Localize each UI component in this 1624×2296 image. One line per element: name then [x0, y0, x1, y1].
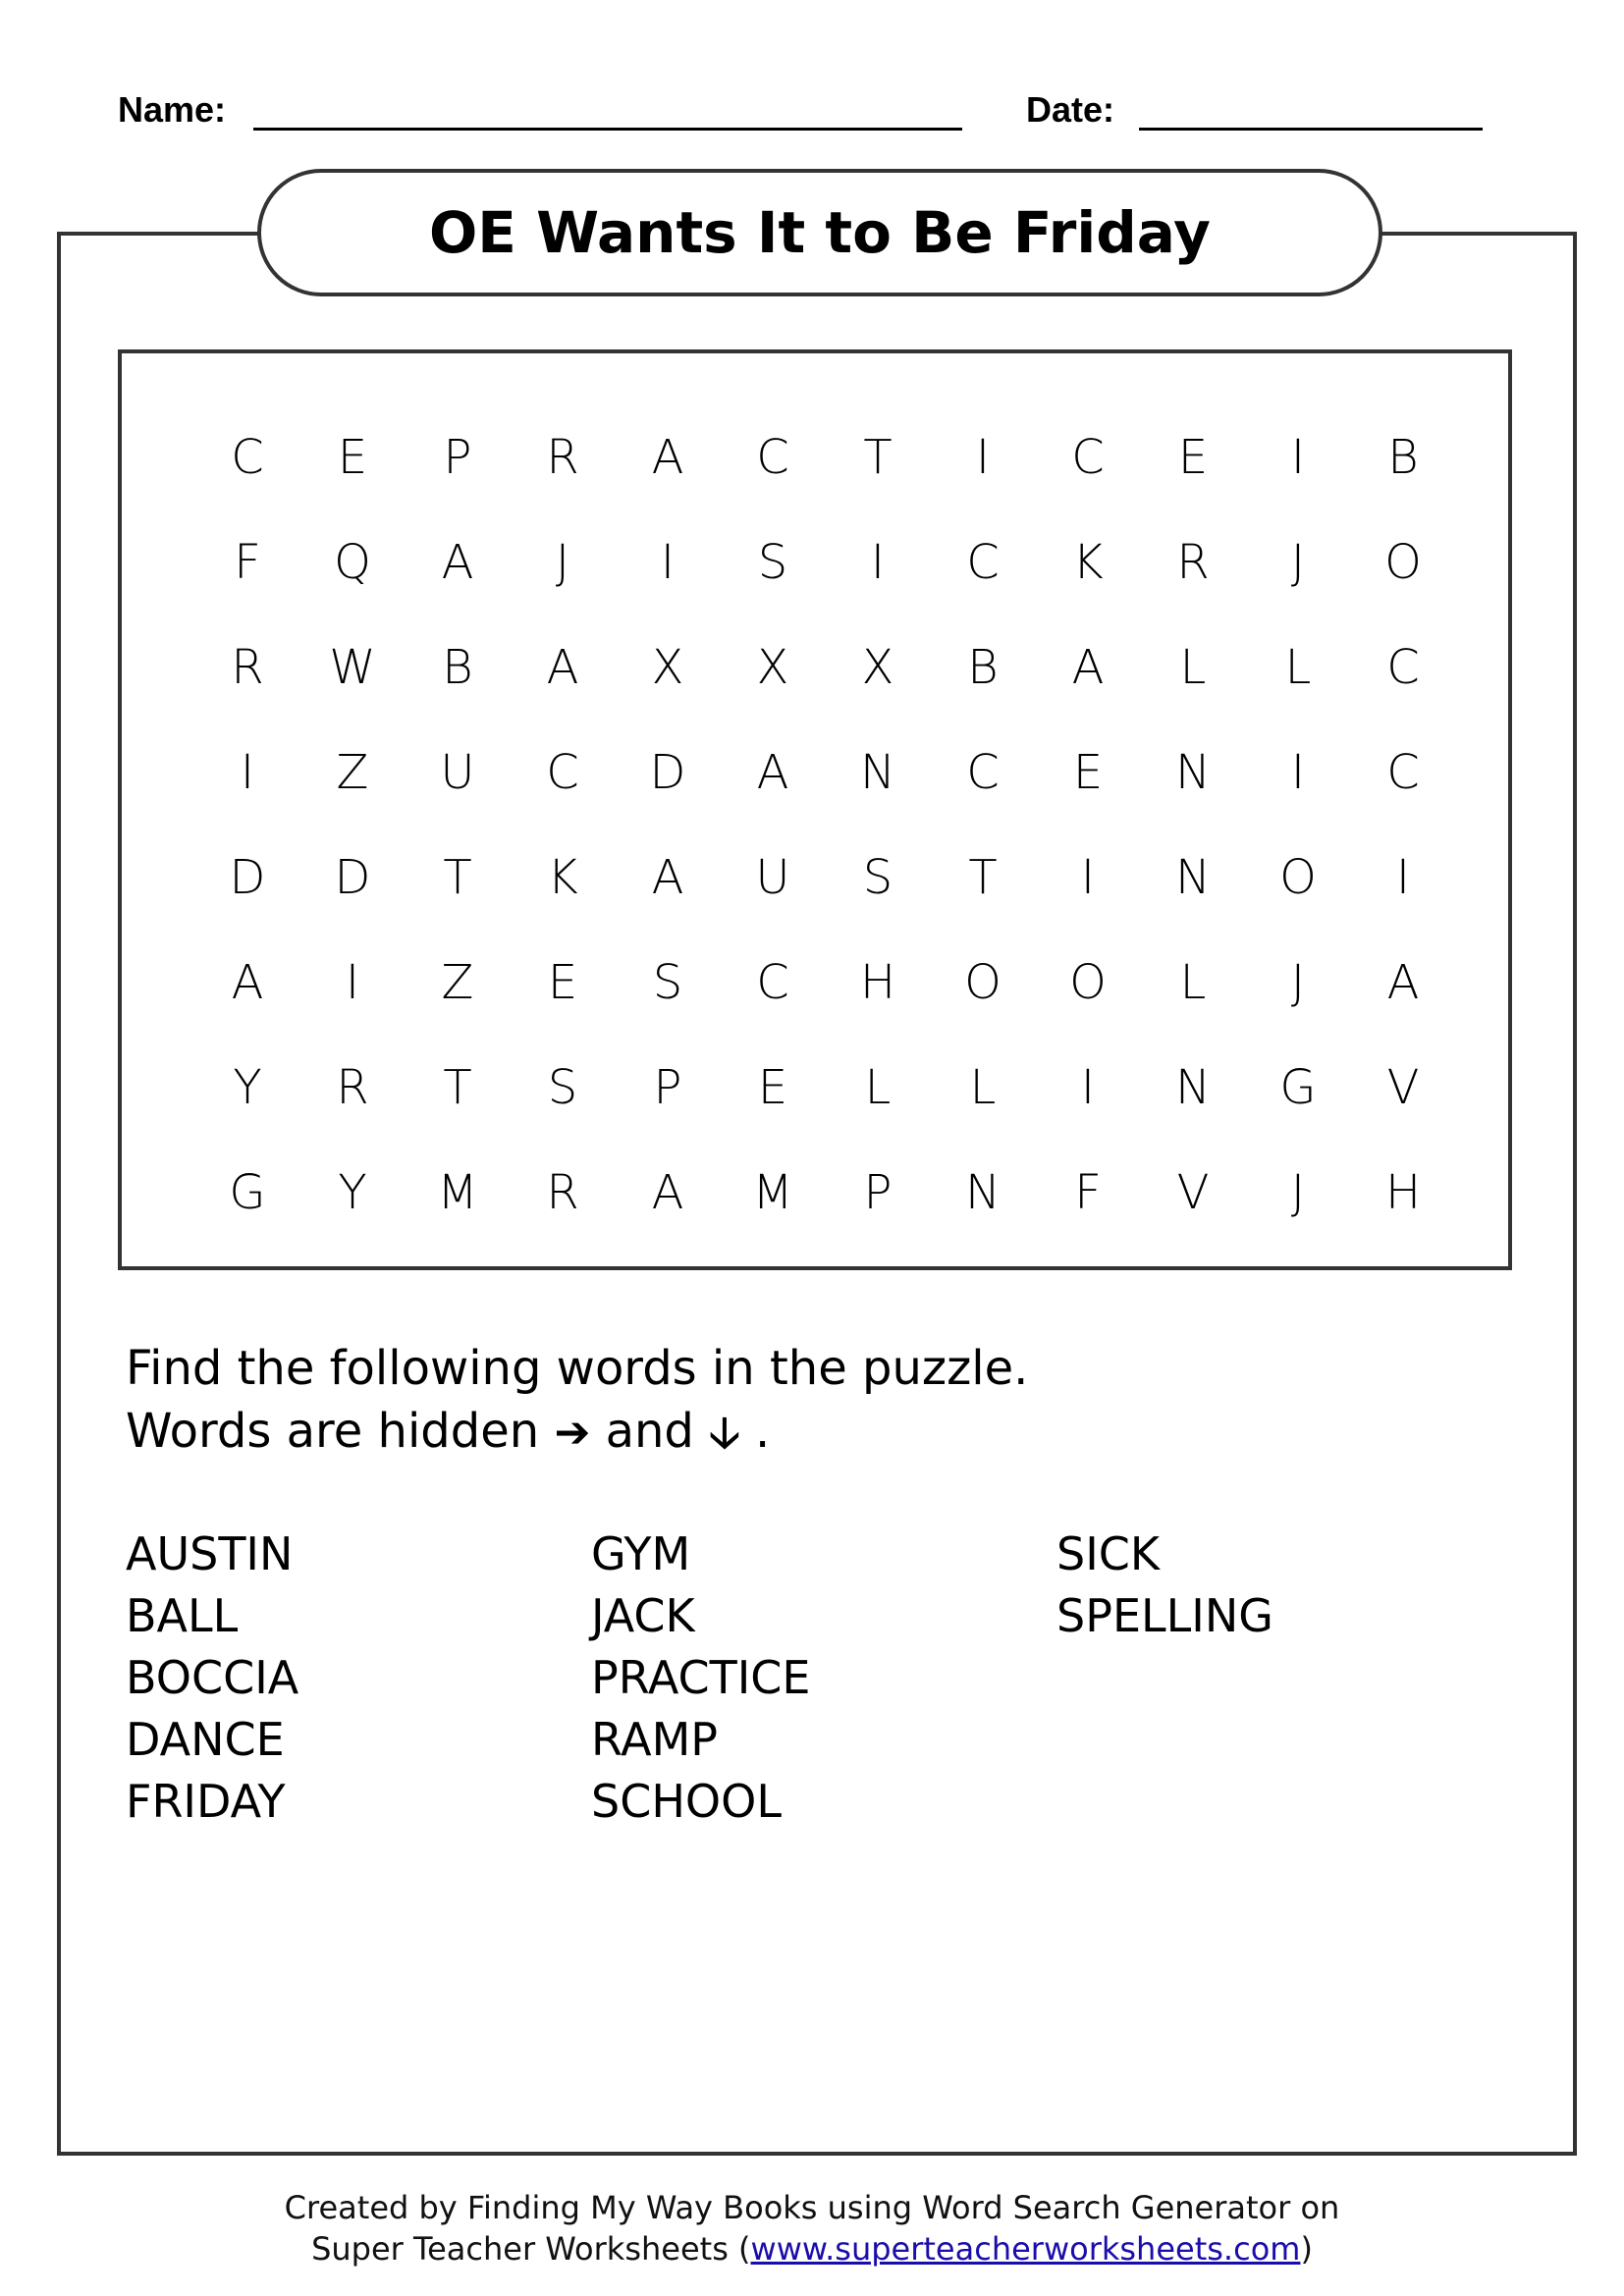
grid-letter[interactable]: Q	[334, 535, 371, 590]
word-list-item: JACK	[591, 1589, 695, 1642]
grid-letter[interactable]: L	[969, 1060, 997, 1115]
grid-letter[interactable]: P	[653, 1060, 682, 1115]
grid-letter[interactable]: N	[1175, 745, 1211, 800]
grid-letter[interactable]: C	[1386, 640, 1420, 695]
word-search-grid	[118, 349, 1512, 1270]
date-field-line[interactable]	[1139, 128, 1483, 131]
grid-letter[interactable]: I	[975, 430, 991, 485]
grid-letter[interactable]: L	[1179, 955, 1207, 1010]
grid-letter[interactable]: A	[1386, 955, 1420, 1010]
footer-credit	[0, 2187, 1624, 2269]
grid-letter[interactable]: Y	[233, 1060, 262, 1115]
grid-letter[interactable]: L	[1284, 640, 1312, 695]
word-list-column-2	[591, 1523, 810, 1833]
grid-letter[interactable]: G	[1279, 1060, 1317, 1115]
grid-letter[interactable]: H	[859, 955, 896, 1010]
grid-letter[interactable]: C	[546, 745, 579, 800]
grid-letter[interactable]: I	[1080, 850, 1096, 905]
grid-letter[interactable]: A	[1071, 640, 1105, 695]
grid-letter[interactable]: L	[864, 1060, 892, 1115]
grid-letter[interactable]: J	[1290, 535, 1306, 590]
grid-row	[122, 838, 1508, 917]
grid-letter[interactable]: V	[1176, 1165, 1210, 1220]
grid-letter[interactable]: W	[329, 640, 376, 695]
grid-letter[interactable]: X	[651, 640, 684, 695]
grid-letter[interactable]: A	[651, 1165, 684, 1220]
grid-row	[122, 628, 1508, 707]
grid-letter[interactable]: D	[649, 745, 686, 800]
grid-row	[122, 1048, 1508, 1127]
grid-letter[interactable]: C	[756, 430, 789, 485]
header-row	[118, 90, 1492, 139]
grid-letter[interactable]: C	[966, 745, 1000, 800]
word-list-column-3	[1056, 1523, 1273, 1647]
word-list-item: PRACTICE	[591, 1651, 811, 1704]
grid-row	[122, 733, 1508, 812]
word-list-item: BOCCIA	[126, 1651, 299, 1704]
grid-letter[interactable]: A	[651, 430, 684, 485]
instructions-hidden-text: Words are hidden	[126, 1404, 540, 1459]
name-field-line[interactable]	[253, 128, 962, 131]
grid-letter[interactable]: N	[965, 1165, 1001, 1220]
grid-letter[interactable]: I	[345, 955, 360, 1010]
arrow-right-icon: ➔	[554, 1408, 591, 1458]
grid-letter[interactable]: A	[546, 640, 579, 695]
instructions	[126, 1337, 1028, 1465]
grid-letter[interactable]: A	[441, 535, 474, 590]
grid-letter[interactable]: S	[652, 955, 683, 1010]
grid-letter[interactable]: E	[1177, 430, 1209, 485]
grid-letter[interactable]: D	[334, 850, 371, 905]
grid-letter[interactable]: O	[1384, 535, 1422, 590]
grid-letter[interactable]: A	[651, 850, 684, 905]
grid-letter[interactable]: E	[547, 955, 578, 1010]
grid-letter[interactable]: N	[1175, 1060, 1211, 1115]
arrow-down-icon: 🡣	[709, 1408, 740, 1458]
grid-letter[interactable]: J	[555, 535, 570, 590]
date-label: Date:	[1026, 89, 1115, 130]
footer-website-link[interactable]: www.superteacherworksheets.com	[750, 2230, 1301, 2268]
grid-letter[interactable]: H	[1384, 1165, 1422, 1220]
grid-letter[interactable]: T	[968, 850, 998, 905]
grid-letter[interactable]: N	[860, 745, 895, 800]
word-list-item: SCHOOL	[591, 1775, 782, 1828]
grid-letter[interactable]: K	[1072, 535, 1104, 590]
grid-letter[interactable]: A	[231, 955, 264, 1010]
grid-letter[interactable]: M	[437, 1165, 478, 1220]
grid-letter[interactable]: C	[1386, 745, 1420, 800]
word-list-item: DANCE	[126, 1713, 285, 1766]
grid-letter[interactable]: E	[1072, 745, 1104, 800]
grid-letter[interactable]: J	[1290, 955, 1306, 1010]
word-list-item: SPELLING	[1056, 1589, 1273, 1642]
grid-letter[interactable]: Z	[441, 955, 474, 1010]
instructions-and-text: and	[605, 1404, 694, 1459]
word-list-item: GYM	[591, 1527, 691, 1580]
grid-letter[interactable]: F	[1074, 1165, 1102, 1220]
grid-letter[interactable]: C	[231, 430, 264, 485]
grid-letter[interactable]: O	[1279, 850, 1317, 905]
grid-letter[interactable]: L	[1179, 640, 1207, 695]
grid-row	[122, 523, 1508, 602]
word-list-item: AUSTIN	[126, 1527, 294, 1580]
instructions-line-1: Find the following words in the puzzle.	[126, 1341, 1029, 1396]
grid-letter[interactable]: U	[440, 745, 475, 800]
grid-letter[interactable]: Z	[336, 745, 369, 800]
grid-letter[interactable]: P	[863, 1165, 893, 1220]
grid-row	[122, 418, 1508, 497]
grid-letter[interactable]: F	[234, 535, 261, 590]
grid-letter[interactable]: R	[1176, 535, 1210, 590]
grid-row	[122, 943, 1508, 1022]
grid-letter[interactable]: C	[756, 955, 789, 1010]
grid-letter[interactable]: I	[1290, 430, 1306, 485]
word-list-item: BALL	[126, 1589, 239, 1642]
grid-letter[interactable]: B	[442, 640, 473, 695]
word-list-column-1	[126, 1523, 298, 1833]
grid-letter[interactable]: T	[443, 850, 472, 905]
word-list-item: RAMP	[591, 1713, 718, 1766]
grid-letter[interactable]: S	[757, 535, 788, 590]
grid-letter[interactable]: I	[1395, 850, 1411, 905]
grid-letter[interactable]: O	[1069, 955, 1107, 1010]
grid-letter[interactable]: X	[861, 640, 894, 695]
grid-letter[interactable]: I	[1080, 1060, 1096, 1115]
grid-letter[interactable]: U	[755, 850, 790, 905]
grid-letter[interactable]: C	[1071, 430, 1105, 485]
grid-letter[interactable]: K	[547, 850, 578, 905]
grid-letter[interactable]: C	[966, 535, 1000, 590]
instructions-line-2	[126, 1400, 1028, 1465]
grid-letter[interactable]: A	[756, 745, 789, 800]
grid-letter[interactable]: I	[1290, 745, 1306, 800]
name-label: Name:	[118, 89, 227, 130]
grid-letter[interactable]: B	[1387, 430, 1419, 485]
grid-letter[interactable]: P	[443, 430, 472, 485]
grid-letter[interactable]: R	[336, 1060, 369, 1115]
word-list-item: FRIDAY	[126, 1775, 286, 1828]
title-banner	[257, 169, 1382, 296]
grid-letter[interactable]: R	[546, 1165, 579, 1220]
grid-letter[interactable]: E	[337, 430, 368, 485]
grid-letter[interactable]: B	[967, 640, 999, 695]
grid-letter[interactable]: I	[870, 535, 886, 590]
grid-letter[interactable]: T	[863, 430, 893, 485]
footer-line-1: Created by Finding My Way Books using Word Search Generator on	[284, 2189, 1340, 2226]
grid-letter[interactable]: I	[660, 535, 676, 590]
grid-row	[122, 1153, 1508, 1232]
grid-letter[interactable]: V	[1386, 1060, 1420, 1115]
grid-letter[interactable]: J	[1290, 1165, 1306, 1220]
grid-letter[interactable]: T	[443, 1060, 472, 1115]
grid-letter[interactable]: E	[757, 1060, 788, 1115]
grid-letter[interactable]: R	[546, 430, 579, 485]
footer-line-2	[0, 2228, 1624, 2269]
footer-line-2-prefix: Super Teacher Worksheets (	[311, 2230, 751, 2268]
grid-letter[interactable]: I	[240, 745, 255, 800]
footer-line-2-suffix: )	[1300, 2230, 1313, 2268]
grid-letter[interactable]: Y	[338, 1165, 367, 1220]
grid-letter[interactable]: S	[862, 850, 893, 905]
grid-letter[interactable]: O	[964, 955, 1001, 1010]
grid-letter[interactable]: X	[756, 640, 789, 695]
grid-letter[interactable]: M	[752, 1165, 793, 1220]
grid-letter[interactable]: D	[229, 850, 266, 905]
instructions-period: .	[755, 1404, 771, 1459]
word-list-item: SICK	[1056, 1527, 1161, 1580]
page-title: OE Wants It to Be Friday	[429, 199, 1211, 266]
grid-letter[interactable]: G	[229, 1165, 266, 1220]
grid-letter[interactable]: R	[231, 640, 264, 695]
grid-letter[interactable]: N	[1175, 850, 1211, 905]
grid-letter[interactable]: S	[547, 1060, 578, 1115]
